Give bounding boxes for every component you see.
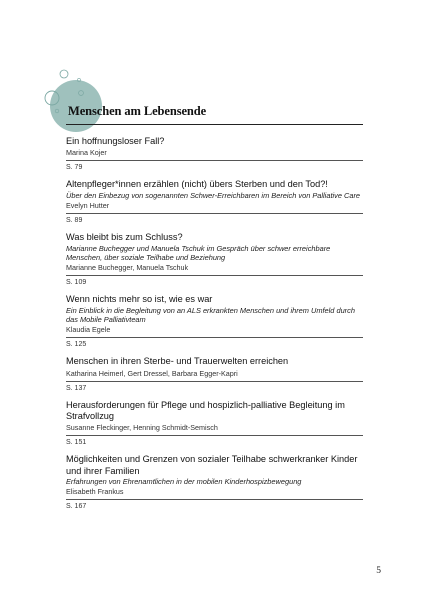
entry-divider: [66, 160, 363, 161]
entry-divider: [66, 275, 363, 276]
entry-title: Möglichkeiten und Grenzen von sozialer Teilhabe schwerkranker Kinder und ihrer Familien: [66, 454, 358, 476]
entry-author: Evelyn Hutter: [66, 201, 110, 211]
toc-entry[interactable]: [66, 232, 363, 287]
entry-page: S. 125: [66, 341, 87, 349]
toc-entry[interactable]: [66, 136, 363, 172]
toc-entry[interactable]: [66, 179, 363, 225]
entry-author: Elisabeth Frankus: [66, 487, 124, 497]
entry-divider: [66, 213, 363, 214]
entry-author: Susanne Fleckinger, Henning Schmidt-Semisch: [66, 423, 218, 433]
toc-entry[interactable]: [66, 294, 363, 349]
toc-entry[interactable]: [66, 454, 363, 511]
toc-entry[interactable]: [66, 400, 363, 448]
entry-divider: [66, 381, 363, 382]
page-number: 5: [376, 566, 381, 576]
entry-title: Ein hoffnungsloser Fall?: [66, 136, 165, 146]
title-rule: [66, 124, 363, 125]
entry-divider: [66, 337, 363, 338]
entry-title: Wenn nichts mehr so ist, wie es war: [66, 294, 213, 305]
bubble-small: [60, 70, 68, 78]
entry-page: S. 79: [66, 164, 83, 172]
entry-page: S. 109: [66, 279, 87, 287]
entry-title: Menschen in ihren Sterbe- und Trauerwelten erreichen: [66, 356, 289, 367]
table-of-contents: [66, 136, 363, 518]
entry-title: Herausforderungen für Pflege und hospizlich-palliative Begleitung im Strafvollzug: [66, 399, 345, 421]
entry-subtitle: Marianne Buchegger und Manuela Tschuk im Gespräch über schwer erreichbare Menschen, über soziale Teilhabe und Beziehung: [66, 243, 331, 262]
entry-subtitle: Ein Einblick in die Begleitung von an ALS erkrankten Menschen und ihrem Umfeld durch das Mobile Palliativteam: [66, 305, 355, 324]
entry-title: Altenpfleger*innen erzählen (nicht) übers Sterben und den Tod?!: [66, 179, 328, 190]
entry-subtitle: Erfahrungen von Ehrenamtlichen in der mobilen Kinderhospizbewegung: [66, 477, 302, 487]
entry-subtitle: Über den Einbezug von sogenannten Schwer-Erreichbaren im Bereich von Palliative Care: [66, 190, 361, 200]
entry-page: S. 137: [66, 384, 87, 392]
entry-author: Klaudia Egele: [66, 325, 111, 335]
toc-entry[interactable]: [66, 356, 363, 392]
entry-divider: [66, 499, 363, 500]
entry-page: S. 167: [66, 503, 87, 511]
entry-divider: [66, 435, 363, 436]
section-title: Menschen am Lebensende: [68, 104, 207, 118]
entry-page: S. 151: [66, 439, 87, 447]
entry-author: Marianne Buchegger, Manuela Tschuk: [66, 263, 189, 273]
entry-author: Katharina Heimerl, Gert Dressel, Barbara Egger-Kapri: [66, 368, 238, 378]
decorative-bubbles: [0, 0, 140, 140]
entry-author: Marina Kojer: [66, 148, 107, 158]
entry-page: S. 89: [66, 217, 83, 225]
entry-title: Was bleibt bis zum Schluss?: [66, 232, 183, 243]
